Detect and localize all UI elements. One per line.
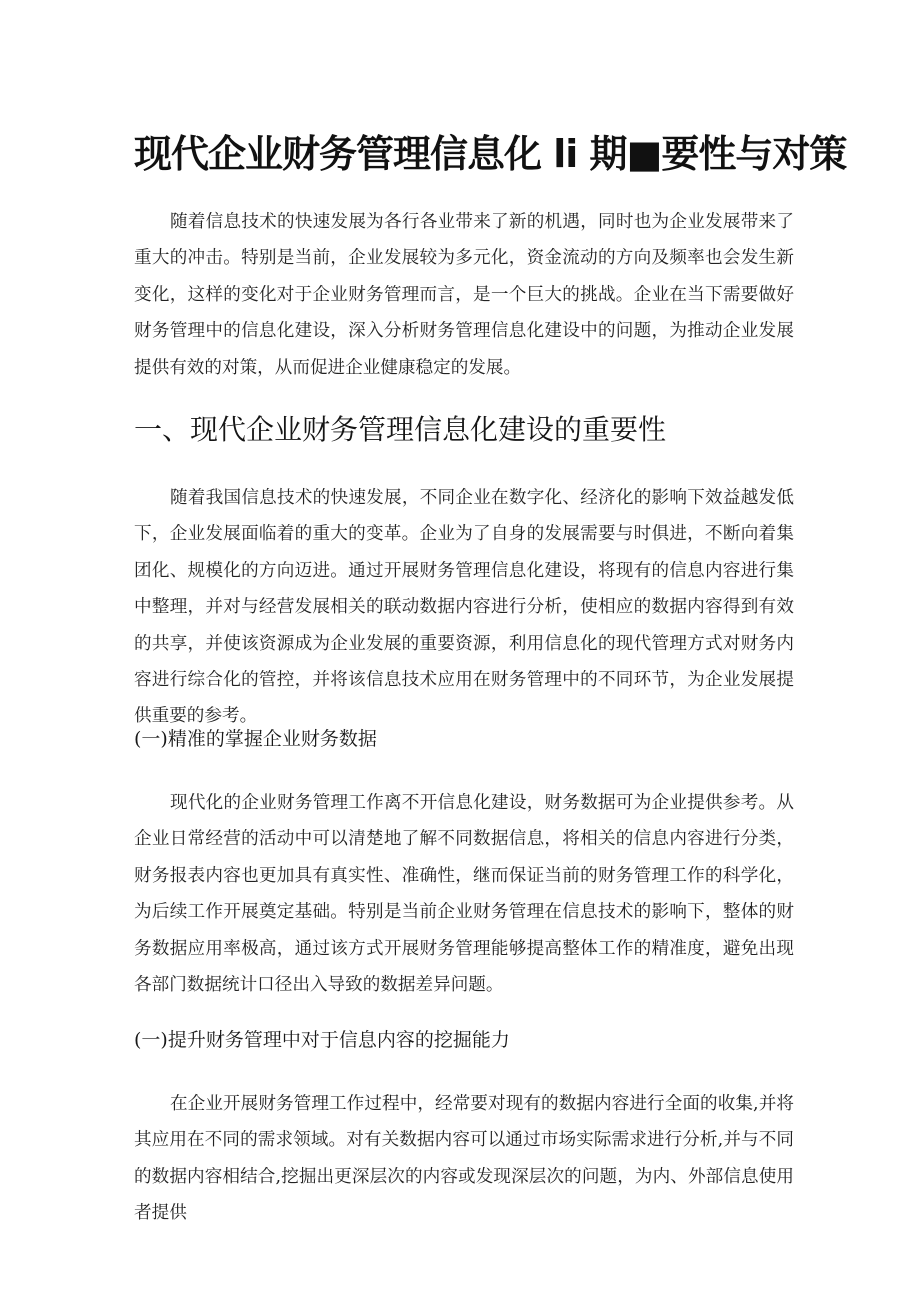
subsection-heading-financial-data: (一)精准的掌握企业财务数据: [134, 728, 377, 750]
intro-paragraph: 随着信息技术的快速发展为各行各业带来了新的机遇，同时也为企业发展带来了重大的冲击。特别是当前，企业发展较为多元化，资金流动的方向及频率也会发生新变化，这样的变化对于企业财务管理而言，是一个巨大的挑战。企业在当下需要做好财务管理中的信息化建设，深入分析财务管理信息化建设中的问题，为推动企业发展提供有效的对策，从而促进企业健康稳定的发展。: [134, 212, 794, 378]
subsection-financial-data-paragraph: 现代化的企业财务管理工作离不开信息化建设，财务数据可为企业提供参考。从企业日常经营的活动中可以清楚地了解不同数据信息，将相关的信息内容进行分类，财务报表内容也更加具有真实性、准确性，继而保证当前的财务管理工作的科学化，为后续工作开展奠定基础。特别是当前企业财务管理在信息技术的影响下，整体的财务数据应用率极高，通过该方式开展财务管理能够提高整体工作的精准度，避免出现各部门数据统计口径出入导致的数据差异问题。: [134, 793, 794, 996]
section-importance-paragraph: 随着我国信息技术的快速发展，不同企业在数字化、经济化的影响下效益越发低下，企业发展面临着的重大的变革。企业为了自身的发展需要与时俱进，不断向着集团化、规模化的方向迈进。通过开展财务管理信息化建设，将现有的信息内容进行集中整理，并对与经营发展相关的联动数据内容进行分析，使相应的数据内容得到有效的共享，并使该资源成为企业发展的重要资源，利用信息化的现代管理方式对财务内容进行综合化的管控，并将该信息技术应用在财务管理中的不同环节，为企业发展提供重要的参考。: [134, 488, 794, 727]
subsection-mining-ability-paragraph: 在企业开展财务管理工作过程中，经常要对现有的数据内容进行全面的收集,并将其应用在不同的需求领域。对有关数据内容可以通过市场实际需求进行分析,并与不同的数据内容相结合,挖掘出更深层次的内容或发现深层次的问题，为内、外部信息使用者提供: [134, 1094, 794, 1224]
subsection-heading-mining-ability: (一)提升财务管理中对于信息内容的挖掘能力: [134, 1029, 510, 1051]
document-title: 现代企业财务管理信息化 li 期■要性与对策: [134, 132, 847, 176]
section-heading-importance: 一、现代企业财务管理信息化建设的重要性: [134, 413, 667, 446]
